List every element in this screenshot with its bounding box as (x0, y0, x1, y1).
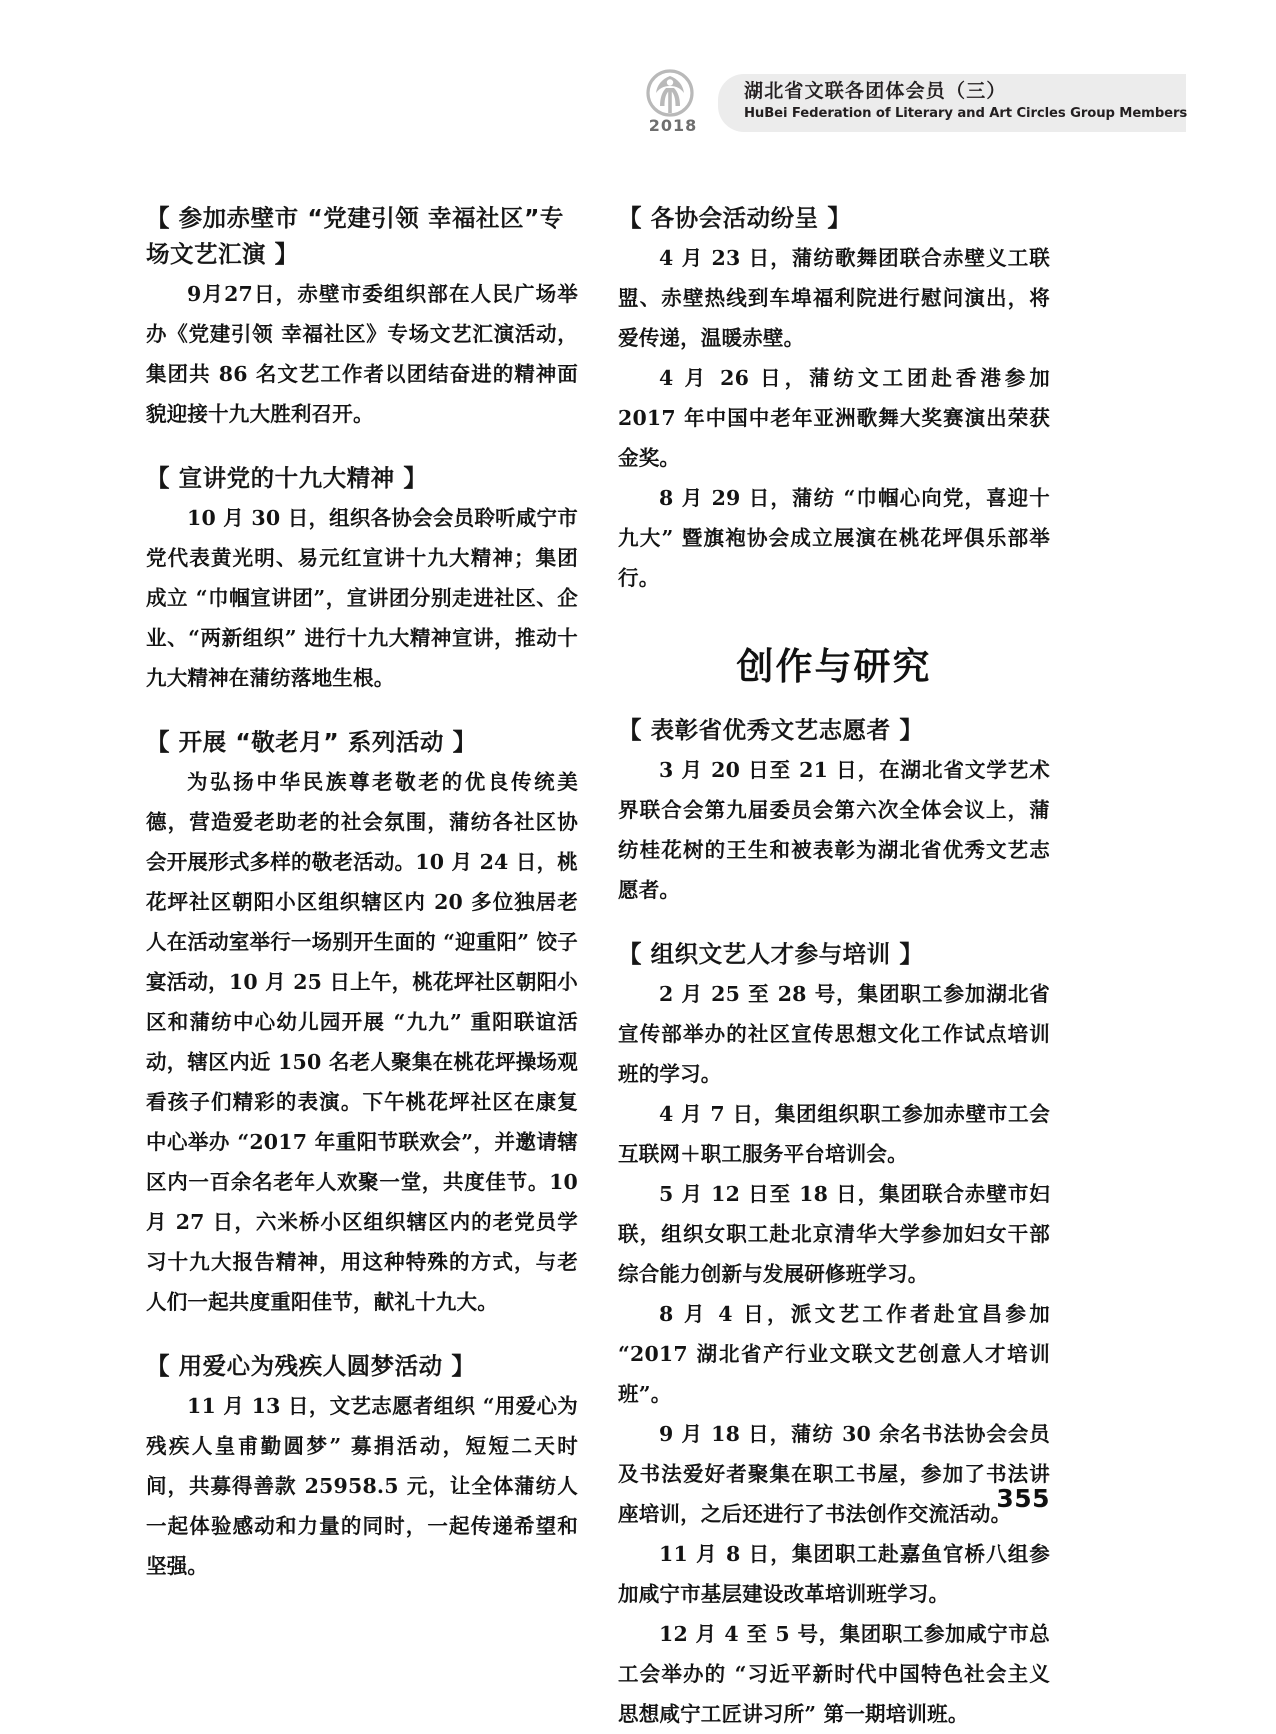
running-header (620, 68, 1188, 138)
article-paragraph: 11 月 8 日，集团职工赴嘉鱼官桥八组参加咸宁市基层建设改革培训班学习。 (618, 1542, 1050, 1606)
section-heading: 【 用爱心为残疾人圆梦活动 】 (146, 1352, 476, 1380)
article-paragraph: 为弘扬中华民族尊老敬老的优良传统美德，营造爱老助老的社会氛围，蒲纺各社区协会开展形式多样的敬老活动。10 月 24 日，桃花坪社区朝阳小区组织辖区内 20 多位独居老人在活动室举行一场别开生面的 “迎重阳” 饺子宴活动，10 月 25 日上午，桃花坪社区朝阳小区和蒲纺中心幼儿园开展 “九九” 重阳联谊活动，辖区内近 150 名老人聚集在桃花坪操场观看孩子们精彩的表演。下午桃花坪社区在康复中心举办 “2017 年重阳节联欢会”，并邀请辖区内一百余名老年人欢聚一堂，共度佳节。10 月 27 日，六米桥小区组织辖区内的老党员学习十九大报告精神，用这种特殊的方式，与老人们一起共度重阳佳节，献礼十九大。 (146, 770, 578, 1314)
section-heading: 【 宣讲党的十九大精神 】 (146, 464, 428, 492)
header-band (718, 74, 1186, 132)
article-section (146, 1348, 578, 1586)
article-paragraph: 8 月 29 日，蒲纺 “巾帼心向党，喜迎十九大” 暨旗袍协会成立展演在桃花坪俱乐部举行。 (618, 486, 1050, 590)
article-paragraph: 9 月 18 日，蒲纺 30 余名书法协会会员及书法爱好者聚集在职工书屋，参加了书法讲座培训，之后还进行了书法创作交流活动。 (618, 1422, 1050, 1526)
logo-year: 2018 (648, 116, 698, 135)
section-heading: 【 参加赤壁市 “党建引领 幸福社区”专场文艺汇演 】 (146, 204, 564, 268)
article-paragraph: 10 月 30 日，组织各协会会员聆听咸宁市党代表黄光明、易元红宣讲十九大精神；集团成立 “巾帼宣讲团”，宣讲团分别走进社区、企业、“两新组织” 进行十九大精神宣讲，推动十九大精神在蒲纺落地生根。 (146, 506, 578, 690)
article-section (146, 200, 578, 434)
article-section (618, 712, 1050, 910)
article-paragraph: 2 月 25 至 28 号，集团职工参加湖北省宣传部举办的社区宣传思想文化工作试点培训班的学习。 (618, 982, 1050, 1086)
article-section (618, 936, 1050, 1734)
article-paragraph: 12 月 4 至 5 号，集团职工参加咸宁市总工会举办的 “习近平新时代中国特色社会主义思想咸宁工匠讲习所” 第一期培训班。 (618, 1622, 1050, 1726)
article-section (146, 460, 578, 698)
article-paragraph: 4 月 26 日，蒲纺文工团赴香港参加 2017 年中国中老年亚洲歌舞大奖赛演出荣获金奖。 (618, 366, 1050, 470)
article-paragraph: 5 月 12 日至 18 日，集团联合赤壁市妇联，组织女职工赴北京清华大学参加妇女干部综合能力创新与发展研修班学习。 (618, 1182, 1050, 1286)
section-heading: 【 表彰省优秀文艺志愿者 】 (618, 716, 924, 744)
left-column (146, 200, 578, 1586)
section-heading: 【 组织文艺人才参与培训 】 (618, 940, 924, 968)
article-paragraph: 3 月 20 日至 21 日，在湖北省文学艺术界联合会第九届委员会第六次全体会议上，蒲纺桂花树的王生和被表彰为湖北省优秀文艺志愿者。 (618, 758, 1050, 902)
article-paragraph: 11 月 13 日，文艺志愿者组织 “用爱心为残疾人皇甫勤圆梦” 募捐活动，短短二天时间，共募得善款 25958.5 元，让全体蒲纺人一起体验感动和力量的同时，一起传递希望和坚强。 (146, 1394, 578, 1578)
section-heading: 【 各协会活动纷呈 】 (618, 204, 852, 232)
article-paragraph: 9月27日，赤壁市委组织部在人民广场举办《党建引领 幸福社区》专场文艺汇演活动，集团共 86 名文艺工作者以团结奋进的精神面貌迎接十九大胜利召开。 (146, 282, 578, 426)
article-paragraph: 8 月 4 日，派文艺工作者赴宜昌参加 “2017 湖北省产行业文联文艺创意人才培训班”。 (618, 1302, 1050, 1406)
page-number: 355 (996, 1484, 1050, 1513)
article-paragraph: 4 月 7 日，集团组织职工参加赤壁市工会互联网＋职工服务平台培训会。 (618, 1102, 1050, 1166)
article-section (146, 724, 578, 1322)
article-paragraph: 4 月 23 日，蒲纺歌舞团联合赤壁义工联盟、赤壁热线到车埠福利院进行慰问演出，将爱传递，温暖赤壁。 (618, 246, 1050, 350)
hubei-federation-emblem-icon (642, 68, 698, 118)
header-title-cn: 湖北省文联各团体会员（三） (744, 80, 1007, 102)
header-logo (636, 68, 710, 138)
section-heading: 【 开展 “敬老月” 系列活动 】 (146, 728, 477, 756)
article-section (618, 200, 1050, 598)
chapter-title: 创作与研究 (736, 645, 932, 688)
header-title-en: HuBei Federation of Literary and Art Circles Group Members (744, 106, 1188, 121)
